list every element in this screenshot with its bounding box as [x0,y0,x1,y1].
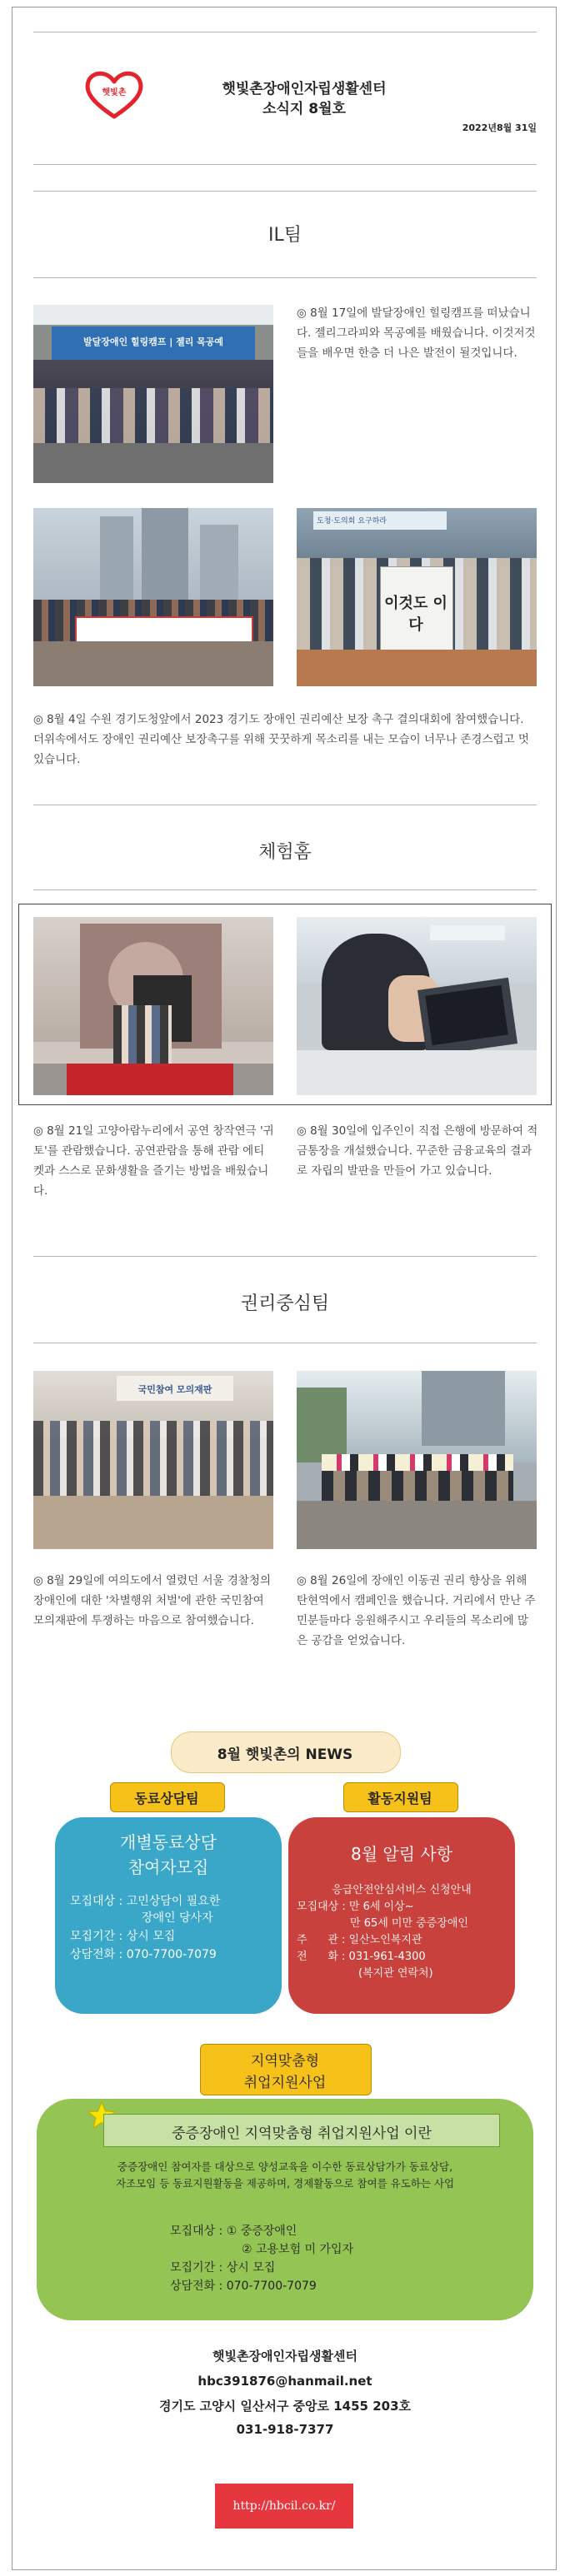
employment-item-3: 모집기간 : 상시 모집 [170,2261,276,2275]
logo [83,68,145,122]
activity-detail-1: 응급안전안심서비스 신청안내 [332,1884,472,1896]
peer-heading-1: 개별동료상담 [120,1832,217,1852]
logo-text: 햇빛촌 [102,88,127,97]
employment-desc-1: 중증장애인 참여자를 대상으로 양성교육을 이수한 동료상담가가 동료상담, [117,2160,453,2173]
peer-detail-1: 모집대상 : 고민상담이 필요한 [70,1895,221,1908]
photo-theater-visit [33,917,273,1095]
footer-phone: 031-918-7377 [236,2422,334,2437]
activity-team-tag-text: 활동지원팀 [368,1791,432,1806]
footer-org: 햇빛촌장애인자립생활센터 [212,2349,358,2364]
divider [33,191,537,192]
divider [33,1256,537,1257]
divider [33,277,537,278]
newsletter-title: 햇빛촌장애인자립생활센터 [222,81,387,97]
peer-heading-2: 참여자모집 [128,1857,209,1877]
photo-rally-suwon [33,508,273,686]
peer-team-tag-text: 동료상담팀 [134,1791,199,1806]
activity-heading: 8월 알림 사항 [350,1844,453,1864]
employment-tag-line2: 취업지원사업 [243,2075,327,2091]
activity-detail-3: 만 65세 미만 중증장애인 [350,1917,468,1930]
footer-email[interactable]: hbc391876@hanmail.net [198,2374,372,2389]
photo-rally-sign [297,508,537,686]
footer-address: 경기도 고양시 일산서구 중앙로 1455 203호 [158,2399,412,2414]
caption-mock-trial: ◎ 8월 29일에 여의도에서 열렸던 서울 경찰청의 장애인에 대한 '차별행위 처벌'에 관한 국민참여 모의재판에 투쟁하는 마음으로 참여했습니다. [33,1574,271,1627]
activity-detail-5: 전 화 : 031-961-4300 [297,1951,426,1963]
photo-bank-visit [297,917,537,1095]
rally-banner-text: 도청·도의회 요구하라 [317,517,387,526]
photo-healing-camp [33,305,273,483]
section-title-il: IL팀 [268,225,302,246]
caption-theater: ◎ 8월 21일 고양아람누리에서 공연 창작연극 '귀토'를 관람했습니다. 공연관람을 통해 관람 에티켓과 스스로 문화생활을 즐기는 방법을 배웠습니다. [33,1124,274,1198]
activity-detail-4: 주 관 : 일산노인복지관 [297,1934,422,1946]
caption-healing-camp: ◎ 8월 17일에 발달장애인 힐링캠프를 떠났습니다. 젤리그라피와 목공예를 배웠습니다. 이것저것들을 배우면 한층 더 나은 발전이 될것입니다. [297,306,536,360]
website-link-text[interactable]: http://hbcil.co.kr/ [232,2499,336,2513]
newsletter-subtitle: 소식지 8월호 [262,101,346,117]
caption-rally: ◎ 8월 4일 수원 경기도청앞에서 2023 경기도 장애인 권리예산 보장 촉구 결의대회에 참여했습니다. 더위속에서도 장애인 권리예산 보장촉구를 위해 꿋꿋하게 목소리를 내는 모습이 너무나 존경스럽고 멋있습니다. [33,713,529,766]
caption-station-campaign: ◎ 8월 26일에 장애인 이동권 권리 향상을 위해 탄현역에서 캠페인을 했습니다. 거리에서 만난 주민분들마다 응원해주시고 우리들의 목소리에 많은 공감을 얻었습니다. [297,1574,536,1647]
trial-banner-text: 국민참여 모의재판 [138,1384,212,1395]
website-link-button[interactable] [215,2484,353,2529]
camp-banner-text: 발달장애인 힐링캠프 | 젤리 목공예 [82,336,224,347]
section-title-rights: 권리중심팀 [240,1293,330,1314]
peer-detail-4: 상담전화 : 070-7700-7079 [70,1948,217,1961]
caption-bank: ◎ 8월 30일에 입주인이 직접 은행에 방문하여 적금통장을 개설했습니다. 꾸준한 금융교육의 결과로 자립의 발판을 만들어 가고 있습니다. [297,1124,538,1178]
employment-item-1: 모집대상 : ① 중증장애인 [170,2225,298,2238]
peer-detail-2: 장애인 당사자 [142,1911,213,1925]
issue-date: 2022년8월 31일 [462,122,537,133]
news-title: 8월 햇빛촌의 NEWS [217,1746,353,1763]
employment-item-4: 상담전화 : 070-7700-7079 [170,2280,317,2293]
peer-detail-3: 모집기간 : 상시 모집 [70,1930,176,1943]
activity-detail-2: 모집대상 : 만 6세 이상~ [297,1901,414,1913]
photo-station-campaign [297,1371,537,1549]
rally-sign-text: 이것도 이다 [384,595,448,634]
section-title-experience: 체험홈 [258,842,312,863]
employment-heading: 중증장애인 지역맞춤형 취업지원사업 이란 [172,2125,432,2142]
employment-item-2: ② 고용보험 미 가입자 [242,2243,354,2256]
divider [33,889,537,890]
activity-detail-6: (복지관 연락처) [358,1967,433,1980]
divider [33,164,537,165]
photo-mock-trial [33,1371,273,1549]
employment-tag-line1: 지역맞춤형 [250,2053,320,2070]
employment-desc-2: 자조모임 등 동료지원활동을 제공하며, 경제활동으로 참여를 유도하는 사업 [115,2177,455,2190]
